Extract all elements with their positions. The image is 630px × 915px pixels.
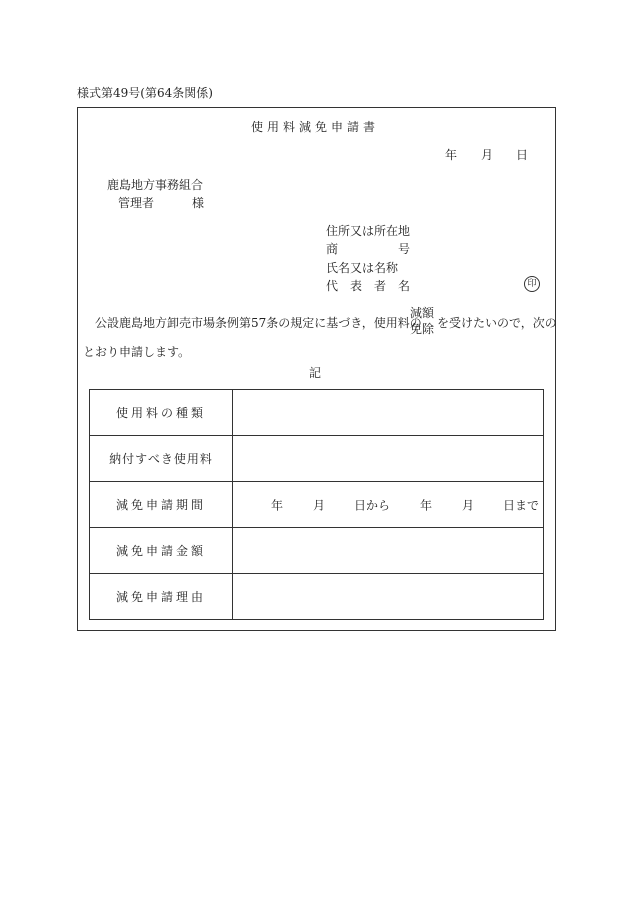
addressee-organization: 鹿島地方事務組合	[107, 178, 204, 192]
period-from-day: 日から	[354, 498, 391, 512]
applicant-address-label: 住所又は所在地	[326, 224, 411, 238]
table-row	[90, 390, 544, 436]
seal-mark-icon: 印	[524, 276, 540, 292]
row-label-fee-type: 使用料の種類	[90, 390, 233, 436]
row-label-amount: 減免申請金額	[90, 528, 233, 574]
body-text-line1-end: を受けたいので，次の	[437, 316, 557, 330]
date-month-label: 月	[481, 148, 494, 162]
application-table	[89, 389, 544, 620]
applicant-name-label: 氏名又は名称	[326, 261, 399, 275]
period-to-year: 年	[420, 498, 433, 512]
choice-exemption: 免除	[410, 322, 435, 336]
date-year-label: 年	[445, 148, 458, 162]
reduction-exemption-choice	[410, 305, 434, 337]
ki-heading: 記	[308, 366, 321, 380]
table-row	[90, 482, 544, 528]
table-row	[90, 528, 544, 574]
choice-reduction: 減額	[410, 306, 435, 320]
amount-field[interactable]	[233, 528, 544, 574]
fee-payable-field[interactable]	[233, 436, 544, 482]
row-label-period: 減免申請期間	[90, 482, 233, 528]
addressee-manager	[118, 194, 204, 211]
period-to-month: 月	[462, 498, 475, 512]
table-row	[90, 574, 544, 620]
fee-type-field[interactable]	[233, 390, 544, 436]
table-row	[90, 436, 544, 482]
period-from-year: 年	[271, 498, 284, 512]
row-label-fee-payable: 納付すべき使用料	[90, 436, 233, 482]
manager-title: 管理者	[118, 196, 155, 210]
reason-field[interactable]	[233, 574, 544, 620]
period-from-month: 月	[313, 498, 326, 512]
period-field[interactable]	[233, 482, 544, 528]
row-label-reason: 減免申請理由	[90, 574, 233, 620]
body-text-line1: 公設鹿島地方卸売市場条例第57条の規定に基づき，使用料の	[95, 316, 422, 330]
form-number-label: 様式第49号(第64条関係)	[77, 86, 213, 100]
document-title: 使用料減免申請書	[250, 120, 379, 134]
honorific: 様	[192, 196, 205, 210]
body-text-line2: とおり申請します。	[83, 345, 191, 359]
applicant-representative-label: 代 表 者 名	[326, 279, 411, 293]
period-to-day: 日まで	[503, 498, 540, 512]
applicant-trade-name-label: 商 号	[326, 242, 411, 256]
date-day-label: 日	[516, 148, 529, 162]
